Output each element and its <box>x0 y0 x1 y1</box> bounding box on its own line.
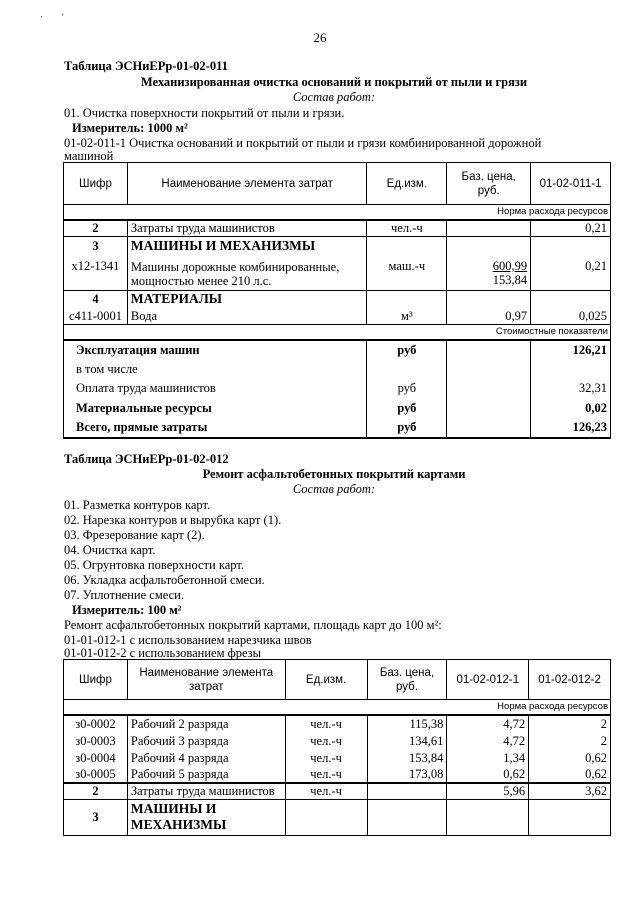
row-name: Затраты труда машинистов <box>127 220 367 236</box>
summary-unit: руб <box>367 398 447 418</box>
summary-price <box>447 418 531 438</box>
row-value: 4,72 <box>447 715 529 732</box>
section-heading-line2: МЕХАНИЗМЫ <box>130 817 227 832</box>
row-price: 173,08 <box>367 766 447 783</box>
col-header-norm: 01-02-011-1 <box>531 163 611 205</box>
row-price <box>447 220 531 236</box>
row-unit: чел.-ч <box>367 220 447 236</box>
row-value: 0,025 <box>531 308 611 324</box>
row-price <box>447 236 531 256</box>
summary-name: Оплата труда машинистов <box>64 378 367 398</box>
summary-unit <box>367 360 447 378</box>
col-header-code: Шифр <box>64 660 128 700</box>
row-code: з0-0004 <box>64 749 128 766</box>
table2-work-item: 03. Фрезерование карт (2). <box>64 528 205 542</box>
scan-mark: ' <box>62 12 64 22</box>
summary-unit: руб <box>367 378 447 398</box>
row-code: з0-0003 <box>64 732 128 749</box>
row-code: 2 <box>64 783 128 799</box>
row-price <box>367 783 447 799</box>
table2-subtitle: Ремонт асфальтобетонных покрытий картами <box>202 467 466 481</box>
row-value <box>531 236 611 256</box>
summary-name: Всего, прямые затраты <box>64 418 367 438</box>
row-price <box>367 799 447 835</box>
row-value: 5,96 <box>447 783 529 799</box>
row-value: 1,34 <box>447 749 529 766</box>
row-code: 4 <box>64 290 128 308</box>
table1-work-item: 01. Очистка поверхности покрытий от пыли и грязи. <box>64 106 345 120</box>
row-price <box>447 290 531 308</box>
summary-price <box>447 398 531 418</box>
page-number: 26 <box>313 30 327 45</box>
section-heading-line1: МАШИНЫ И <box>130 801 217 816</box>
table2-work-item: 04. Очистка карт. <box>64 543 156 557</box>
col-header-unit: Ед.изм. <box>285 660 367 700</box>
row-price: 153,84 <box>367 749 447 766</box>
row-unit: чел.-ч <box>285 732 367 749</box>
row-value: 2 <box>529 732 611 749</box>
table2-description: 01-01-012-2 с использованием фрезы <box>64 646 261 660</box>
table2-work-header: Состав работ: <box>292 482 376 496</box>
row-value <box>529 799 611 835</box>
row-unit: м³ <box>367 308 447 324</box>
table1-work-header: Состав работ: <box>292 90 376 104</box>
row-code: з0-0005 <box>64 766 128 783</box>
col-header-norm: 01-02-012-2 <box>529 660 611 700</box>
row-value <box>531 290 611 308</box>
summary-value: 126,21 <box>531 340 611 360</box>
row-unit: чел.-ч <box>285 766 367 783</box>
table2-unit: Измеритель: 100 м² <box>72 603 182 617</box>
table2-title: Таблица ЭСНиЕРр-01-02-012 <box>64 452 229 466</box>
row-value: 3,62 <box>529 783 611 799</box>
summary-name: Материальные ресурсы <box>64 398 367 418</box>
section-heading: МАШИНЫ И МЕХАНИЗМЫ <box>127 236 367 256</box>
row-unit: чел.-ч <box>285 783 367 799</box>
table2-description: Ремонт асфальтобетонных покрытий картами, площадь карт до 100 м²: <box>64 618 442 632</box>
col-header-code: Шифр <box>64 163 128 205</box>
table2-work-item: 07. Уплотнение смеси. <box>64 588 184 602</box>
summary-name: Эксплуатация машин <box>64 340 367 360</box>
cost-section-label: Стоимостные показатели <box>64 324 611 340</box>
table2-work-item: 06. Укладка асфальтобетонной смеси. <box>64 573 265 587</box>
row-name: Рабочий 2 разряда <box>127 715 285 732</box>
norm-section-label: Норма расхода ресурсов <box>64 700 611 716</box>
col-header-name: Наименование элемента затрат <box>127 163 367 205</box>
section-heading: МАТЕРИАЛЫ <box>127 290 367 308</box>
price-line1: 600,99 <box>492 258 528 273</box>
row-value: 4,72 <box>447 732 529 749</box>
row-price: 115,38 <box>367 715 447 732</box>
norm-section-label: Норма расхода ресурсов <box>64 205 611 221</box>
row-value: 0,21 <box>531 220 611 236</box>
col-header-norm: 01-02-012-1 <box>447 660 529 700</box>
col-header-unit: Ед.изм. <box>367 163 447 205</box>
table1-title: Таблица ЭСНиЕРр-01-02-011 <box>64 59 228 73</box>
row-unit: чел.-ч <box>285 749 367 766</box>
row-name: Рабочий 3 разряда <box>127 732 285 749</box>
row-name <box>127 256 367 290</box>
row-unit: маш.-ч <box>367 256 447 290</box>
summary-unit: руб <box>367 340 447 360</box>
row-value: 2 <box>529 715 611 732</box>
row-code: х12-1341 <box>64 256 128 290</box>
price-line2: 153,84 <box>492 272 528 287</box>
summary-value <box>531 360 611 378</box>
row-name-line2: мощностью менее 210 л.с. <box>130 273 272 288</box>
row-price <box>447 256 531 290</box>
section-heading <box>127 799 285 835</box>
table2-work-item: 05. Огрунтовка поверхности карт. <box>64 558 244 572</box>
table2-work-item: 02. Нарезка контуров и вырубка карт (1). <box>64 513 282 527</box>
col-header-name: Наименование элемента затрат <box>127 660 285 700</box>
row-code: 2 <box>64 220 128 236</box>
row-code: 3 <box>64 799 128 835</box>
row-name: Рабочий 4 разряда <box>127 749 285 766</box>
row-unit <box>367 290 447 308</box>
row-price: 134,61 <box>367 732 447 749</box>
row-unit <box>367 236 447 256</box>
table1-subtitle: Механизированная очистка оснований и покрытий от пыли и грязи <box>140 75 528 89</box>
row-code: с411-0001 <box>64 308 128 324</box>
table1-description-cont: машиной <box>64 149 114 163</box>
summary-value: 126,23 <box>531 418 611 438</box>
table1-unit: Измеритель: 1000 м² <box>72 121 188 135</box>
scan-mark: · <box>40 12 43 22</box>
row-value: 0,21 <box>531 256 611 290</box>
summary-value: 0,02 <box>531 398 611 418</box>
table2-description: 01-01-012-1 с использованием нарезчика швов <box>64 633 312 647</box>
row-name: Затраты труда машинистов <box>127 783 285 799</box>
row-value: 0,62 <box>447 766 529 783</box>
row-value: 0,62 <box>529 749 611 766</box>
table2 <box>63 659 611 836</box>
row-unit: чел.-ч <box>285 715 367 732</box>
summary-unit: руб <box>367 418 447 438</box>
summary-price <box>447 360 531 378</box>
row-value: 0,62 <box>529 766 611 783</box>
table1-description: 01-02-011-1 Очистка оснований и покрытий от пыли и грязи комбинированной дорожной <box>64 136 542 150</box>
summary-price <box>447 340 531 360</box>
row-code: з0-0002 <box>64 715 128 732</box>
row-unit <box>285 799 367 835</box>
summary-name: в том числе <box>64 360 367 378</box>
row-name-line1: Машины дорожные комбинированные, <box>130 259 340 274</box>
summary-price <box>447 378 531 398</box>
row-name: Рабочий 5 разряда <box>127 766 285 783</box>
col-header-price: Баз. цена, руб. <box>367 660 447 700</box>
table2-work-item: 01. Разметка контуров карт. <box>64 498 211 512</box>
row-value <box>447 799 529 835</box>
row-price: 0,97 <box>447 308 531 324</box>
row-name: Вода <box>127 308 367 324</box>
table1 <box>63 162 611 439</box>
row-code: 3 <box>64 236 128 256</box>
summary-value: 32,31 <box>531 378 611 398</box>
col-header-price: Баз. цена, руб. <box>447 163 531 205</box>
